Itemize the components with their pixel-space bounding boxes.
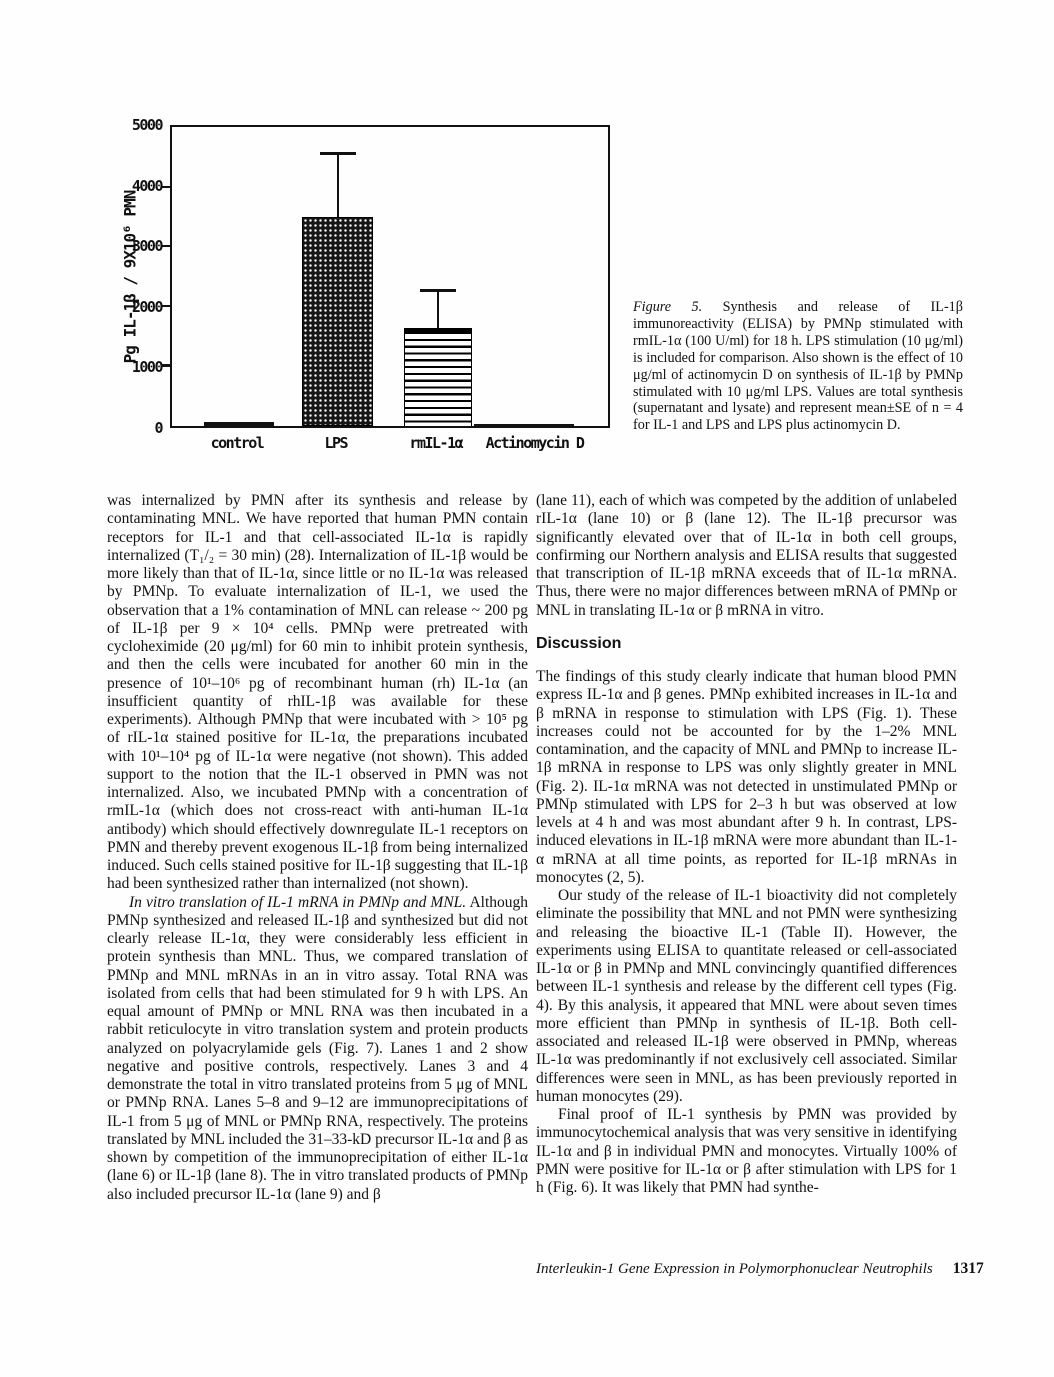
x-axis-category-labels: [170, 434, 610, 458]
paragraph: [107, 894, 528, 1204]
error-bar-line: [337, 155, 339, 218]
error-bar-line: [437, 292, 439, 328]
y-axis-ticks: [95, 116, 165, 437]
x-category-label: rmIL-1α: [409, 434, 463, 452]
paragraph-text: Final proof of IL-1 synthesis by PMN was provided by immunocytochemical analysis that was very sensitive in identifying IL-1α and β in individual PMN and monocytes. Virtually 100% of PMN were positive for IL-1α or β after stimulation with LPS for 1 h (Fig. 6). It was likely that PMN had synthe-: [536, 1106, 957, 1196]
paragraph: [536, 668, 957, 887]
paragraph-text: was internalized by PMN after its synthesis and release by contaminating MNL. We have reported that human PMN contain receptors for IL-1 and that cell-associated IL-1α is rapidly internalized (T₁/₂ = 30 min) (28). Internalization of IL-1β would be more likely than that of IL-1α, since little or no IL-1α was released by PMNp. To evaluate internalization of IL-1, we used the observation that a 1% contamination of MNL can release ~ 200 pg of IL-1β per 9 × 10⁴ cells. PMNp were pretreated with cycloheximide (20 μg/ml) for 60 min to inhibit protein synthesis, and then the cells were incubated for another 60 min in the presence of 10¹–10⁶ pg of recombinant human (rh) IL-1α (an insufficient quantity of rhIL-1β was available for these experiments). Although PMNp that were incubated with > 10⁵ pg of rIL-1α stained positive for IL-1α, the preparations incubated with 10¹–10⁴ pg of IL-1α were negative (not shown). This added support to the notion that the IL-1 observed in PMN was not internalized. Also, we incubated PMNp with a concentration of rmIL-1α (which does not cross-react with anti-human IL-1α antibody) which should effectively downregulate IL-1 receptors on PMN and thereby prevent exogenous IL-1β from being internalized induced. Such cells stained positive for IL-1β suggesting that IL-1β had been synthesized rather than internalized (not shown).: [107, 492, 528, 893]
figure-caption-label: Figure 5.: [633, 299, 703, 315]
running-title: Interleukin-1 Gene Expression in Polymorphonuclear Neutrophils: [536, 1261, 933, 1277]
y-tick-mark: [162, 305, 172, 307]
error-bar-cap: [320, 152, 356, 155]
figure-caption: [633, 299, 963, 434]
page-number: 1317: [952, 1260, 984, 1277]
y-tick-label: 4000: [131, 176, 162, 195]
paragraph: [536, 887, 957, 1106]
paragraph-text: Although PMNp synthesized and released IL-1β and synthesized but did not clearly release IL-1α, they were considerably less efficient in protein synthesis than MNL. Thus, we compared translation of PMNp and MNL mRNAs in an in vitro assay. Total RNA was isolated from cells that had been stimulated for 9 h with LPS. An equal amount of PMNp or MNL RNA was then incubated in a rabbit reticulocyte in vitro translation system and protein products analyzed on polyacrylamide gels (Fig. 7). Lanes 1 and 2 show negative and positive controls, respectively. Lanes 3 and 4 demonstrate the total in vitro translated proteins from 5 μg of MNL or PMNp RNA. Lanes 5–8 and 9–12 are immunoprecipitations of IL-1 from 5 μg of MNL or PMNp RNA, respectively. The proteins translated by MNL included the 31–33-kD precursor IL-1α and β as shown by competition of the immunoprecipitation of either IL-1α (lane 6) or IL-1β (lane 8). The in vitro translated products of PMNp also included precursor IL-1α (lane 9) and β: [107, 893, 529, 1203]
y-tick-label: 5000: [131, 116, 162, 134]
paragraph: [536, 492, 957, 620]
bar-lps: [302, 217, 373, 426]
y-tick-label: 3000: [131, 237, 162, 256]
plot-area: [170, 125, 610, 428]
y-tick-label: 2000: [131, 297, 162, 316]
bar-rmil-1α: [404, 328, 472, 426]
y-tick-label: 0: [154, 419, 162, 437]
x-category-label: Actinomycin D: [485, 434, 584, 452]
x-category-label: LPS: [324, 434, 348, 452]
paragraph-text: Our study of the release of IL-1 bioactivity did not completely eliminate the possibility that MNL and not PMN were synthesizing and releasing the bioactive IL-1 (Table II). However, the experiments using ELISA to quantitate released or cell-associated IL-1α or β in PMNp and MNL convincingly quantified differences between IL-1 synthesis and release by the different cell types (Fig. 4). By this analysis, it appeared that MNL were about seven times more efficient than PMNp in synthesis of IL-1β. Both cell-associated and released IL-1β were observed in PMNp, whereas IL-1α was predominantly if not exclusively cell associated. Similar differences were seen in MNL, as has been previously reported in human monocytes (29).: [536, 887, 957, 1105]
x-category-label: control: [210, 434, 264, 452]
section-heading-discussion: Discussion: [536, 634, 622, 652]
right-column: [536, 492, 957, 1197]
figure-5: [0, 0, 1054, 475]
paragraph: [536, 1106, 957, 1197]
page-footer: [536, 1260, 984, 1278]
figure-caption-text: Synthesis and release of IL-1β immunoreactivity (ELISA) by PMNp stimulated with rmIL-1α (100 U/ml) for 18 h. LPS stimulation (10 μg/ml) is included for comparison. Also shown is the effect of 10 μg/ml of actinomycin D on synthesis of IL-1β by PMNp stimulated with 10 μg/ml LPS. Values are total synthesis (supernatant and lysate) and represent mean±SE of n = 4 for IL-1 and LPS and LPS plus actinomycin D.: [633, 299, 963, 434]
y-tick-label: 1000: [131, 358, 162, 377]
paragraph: [107, 492, 528, 894]
left-column: [107, 492, 528, 1204]
error-bar-cap: [420, 289, 456, 292]
y-tick-mark: [162, 245, 172, 247]
bar-actinomycin-d: [474, 424, 574, 426]
y-axis-label: Pg IL-1β / 9X10⁶ PMN: [120, 190, 140, 364]
run-in-heading: In vitro translation of IL-1 mRNA in PMNp and MNL.: [129, 893, 467, 911]
y-tick-mark: [162, 364, 172, 366]
y-tick-mark: [162, 186, 172, 188]
bar-control: [204, 422, 274, 426]
paragraph-text: (lane 11), each of which was competed by the addition of unlabeled rIL-1α (lane 10) or β (lane 12). The IL-1β precursor was significantly elevated over that of IL-1α in both cell groups, confirming our Northern analysis and ELISA results that suggested that transcription of IL-1β mRNA exceeds that of IL-1α mRNA. Thus, there were no major differences between mRNA of PMNp or MNL in translating IL-1α or β mRNA in vitro.: [536, 492, 957, 619]
paragraph-text: The findings of this study clearly indicate that human blood PMN express IL-1α and β genes. PMNp exhibited increases in IL-1α and β mRNA in response to stimulation with LPS (Fig. 1). These increases could not be accounted for by the 1–2% MNL contamination, and the capacity of MNL and PMNp to increase IL-1β mRNA in response to LPS was only slightly greater in MNL (Fig. 2). IL-1α mRNA was not detected in unstimulated PMNp or PMNp stimulated with LPS for 2–3 h but was observed at low levels at 4 h and was most abundant after 9 h. In contrast, LPS-induced elevations in IL-1β mRNA were more abundant than IL-1-α mRNA at all time points, as reported for IL-1β mRNAs in monocytes (2, 5).: [536, 668, 957, 886]
